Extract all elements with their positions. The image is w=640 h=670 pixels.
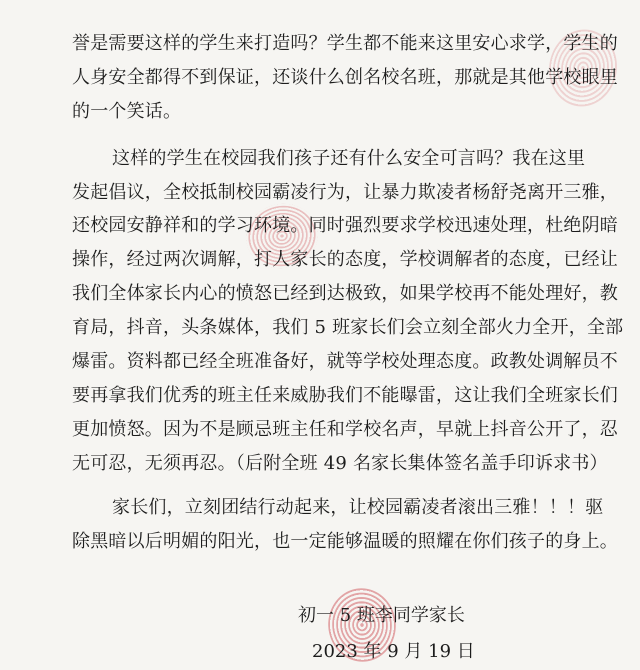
letter-line: 除黑暗以后明媚的阳光，也一定能够温暖的照耀在你们孩子的身上。 <box>72 531 618 552</box>
letter-line: 爆雷。资料都已经全班准备好，就等学校处理态度。政教处调解员不 <box>72 351 618 372</box>
letter-line: 发起倡议，全校抵制校园霸凌行为，让暴力欺凌者杨舒尧离开三雅， <box>72 182 618 203</box>
letter-line: 操作，经过两次调解，打人家长的态度，学校调解者的态度，已经让 <box>72 249 618 270</box>
letter-line: 的一个笑话。 <box>72 101 182 122</box>
letter-line: 我们全体家长内心的愤怒已经到达极致，如果学校再不能处理好，教 <box>72 283 618 304</box>
letter-line: 更加愤怒。因为不是顾忌班主任和学校名声，早就上抖音公开了，忍 <box>72 419 618 440</box>
letter-line: 这样的学生在校园我们孩子还有什么安全可言吗？我在这里 <box>112 148 586 169</box>
letter-line: 无可忍，无须再忍。（后附全班 49 名家长集体签名盖手印诉求书） <box>72 453 608 474</box>
letter-line: 育局，抖音，头条媒体，我们 5 班家长们会立刻全部火力全开，全部 <box>72 317 624 338</box>
date-line: 2023 年 9 月 19 日 <box>312 641 475 662</box>
signature-line: 初一 5 班李同学家长 <box>298 605 465 626</box>
letter-line: 还校园安静祥和的学习环境。同时强烈要求学校迅速处理，杜绝阴暗 <box>72 215 618 236</box>
letter-line: 誉是需要这样的学生来打造吗？学生都不能来这里安心求学，学生的 <box>72 33 618 54</box>
letter-line: 家长们，立刻团结行动起来，让校园霸凌者滚出三雅！！！驱 <box>112 497 604 518</box>
letter-line: 人身安全都得不到保证，还谈什么创名校名班，那就是其他学校眼里 <box>72 67 618 88</box>
letter-line: 要再拿我们优秀的班主任来威胁我们不能曝雷，这让我们全班家长们 <box>72 385 618 406</box>
